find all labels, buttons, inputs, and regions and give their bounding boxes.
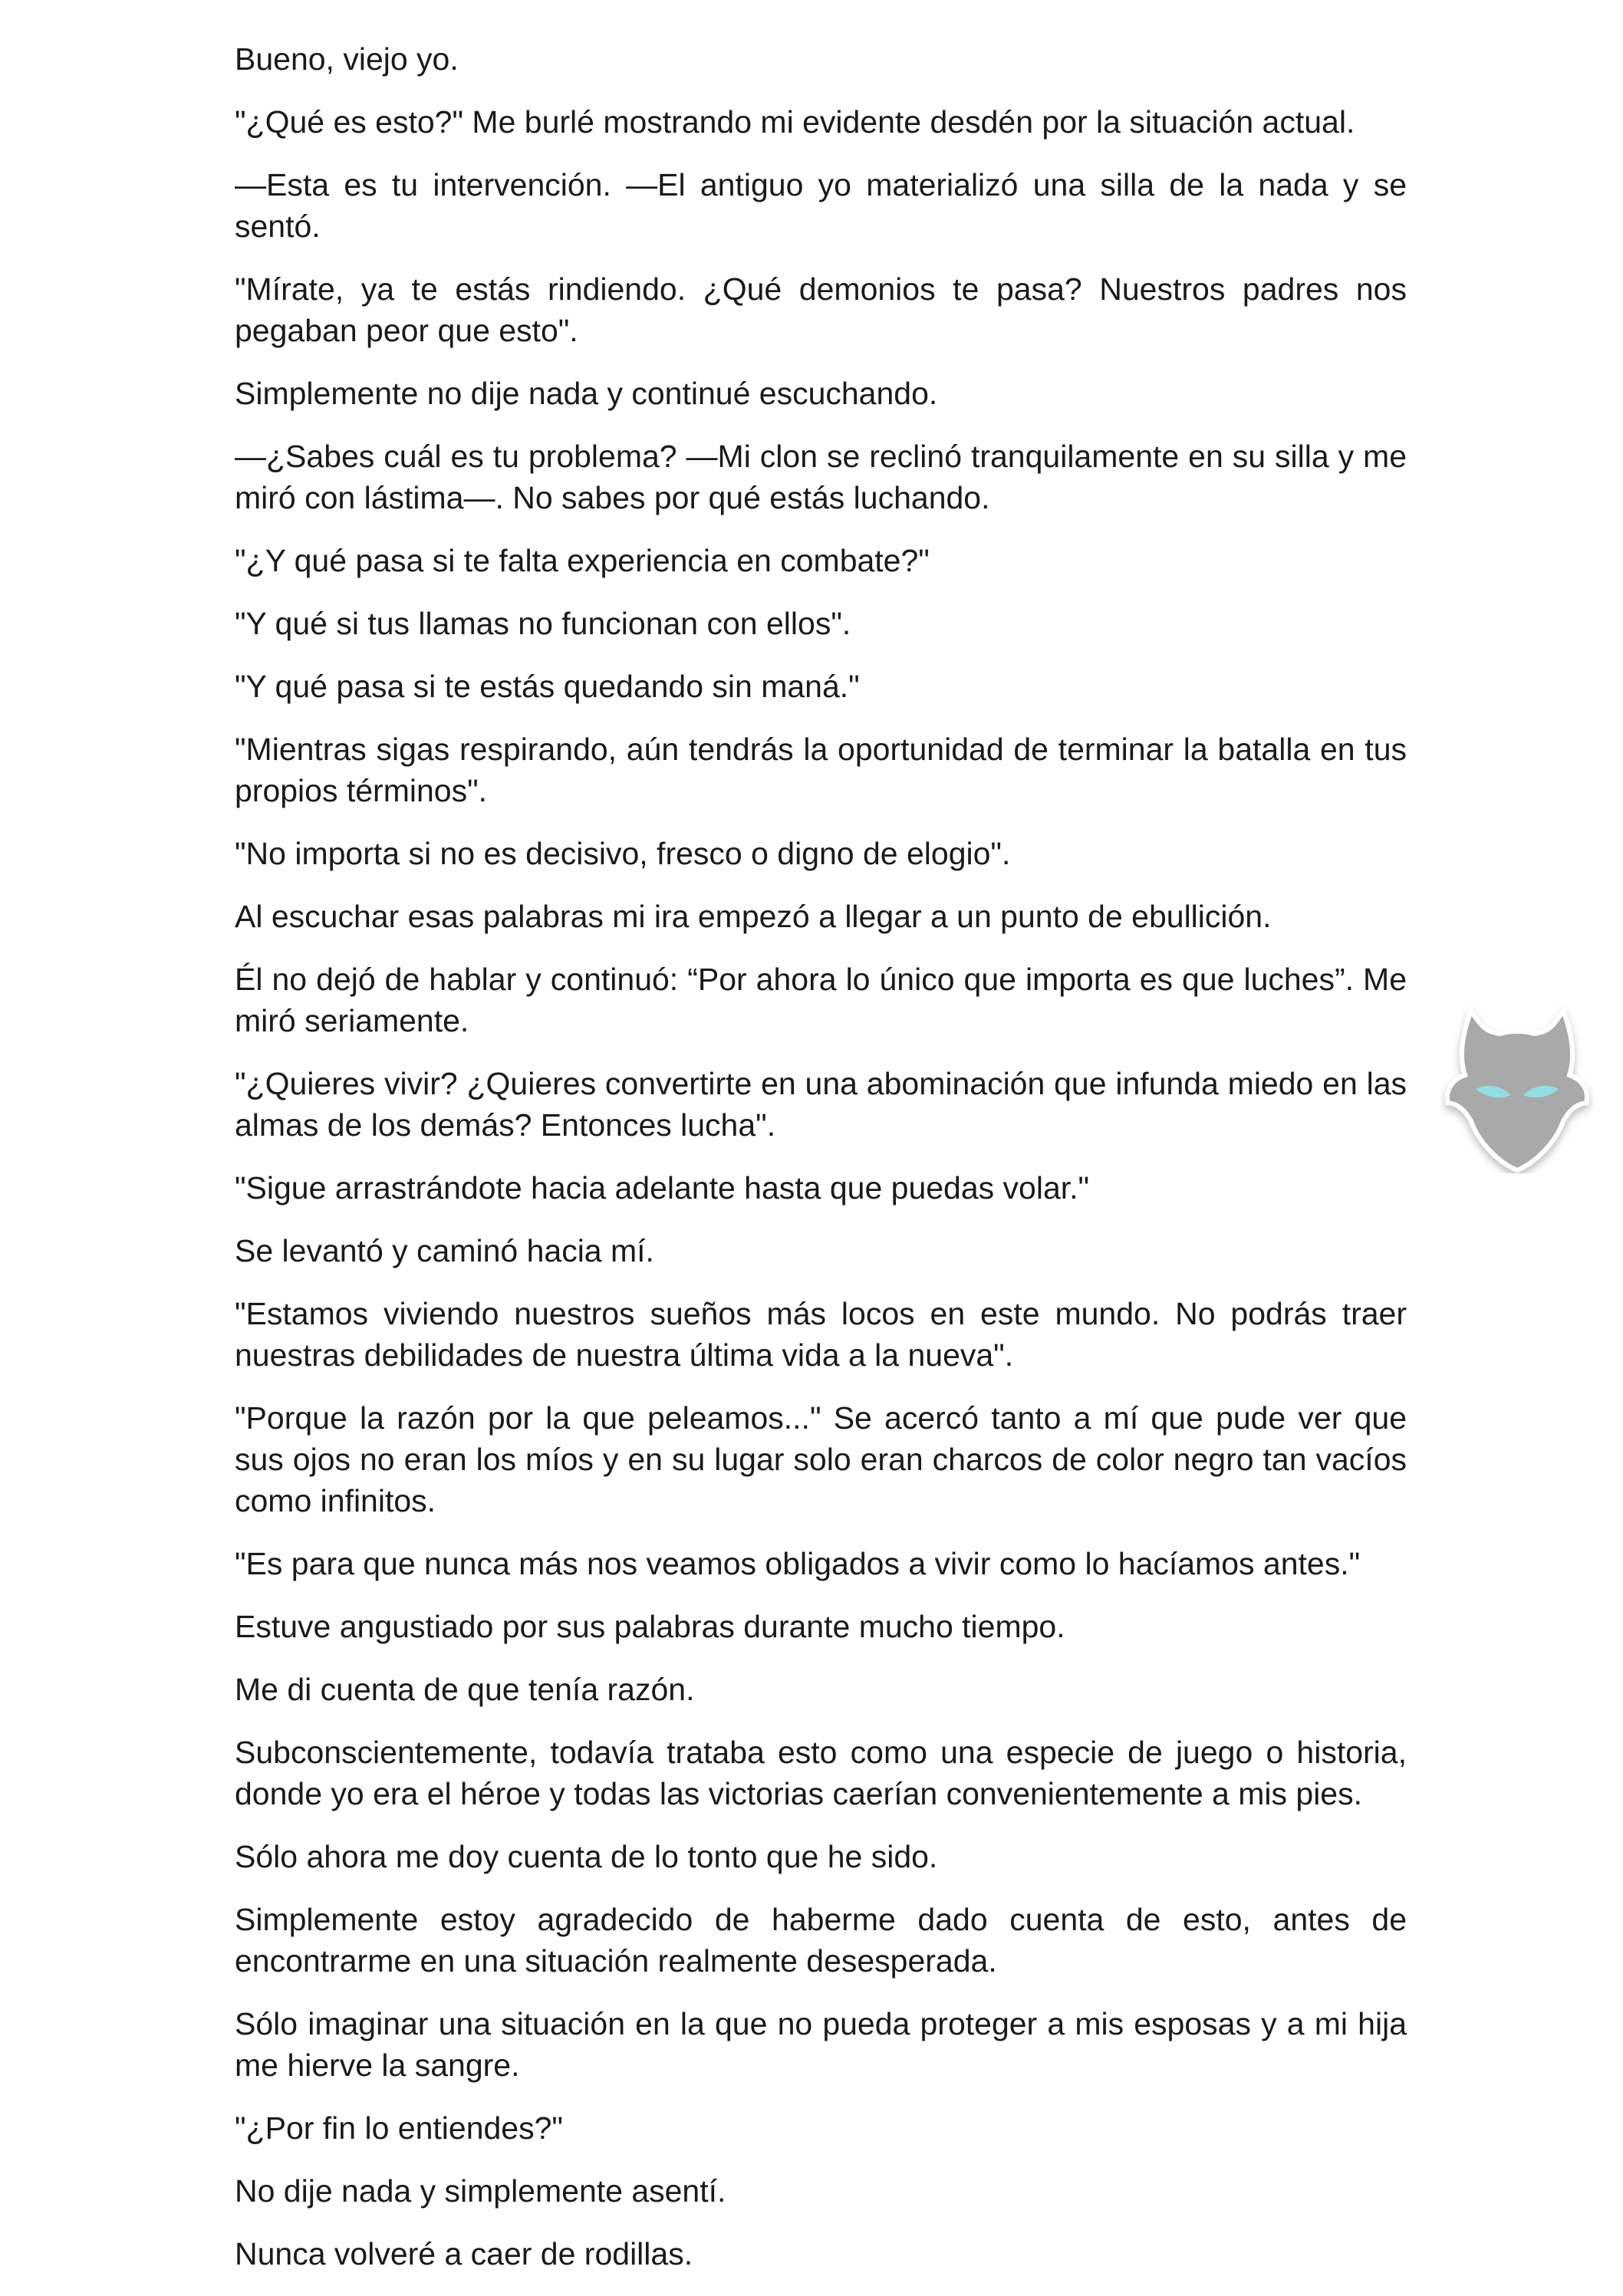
paragraph-3: —Esta es tu intervención. —El antiguo yo materializó una silla de la nada y se sentó. (235, 167, 1407, 244)
paragraph-17: "Estamos viviendo nuestros sueños más locos en este mundo. No podrás traer nuestras debilidades de nuestra última vida a la nueva". (235, 1296, 1407, 1373)
paragraph-27: No dije nada y simplemente asentí. (235, 2173, 726, 2209)
paragraph-13: Él no dejó de hablar y continuó: “Por ahora lo único que importa es que luches”. Me miró seriamente. (235, 962, 1407, 1038)
paragraph-15: "Sigue arrastrándote hacia adelante hasta que puedas volar." (235, 1170, 1090, 1206)
paragraph-4: "Mírate, ya te estás rindiendo. ¿Qué demonios te pasa? Nuestros padres nos pegaban peor que esto". (235, 271, 1407, 348)
paragraph-22: Subconscientemente, todavía trataba esto como una especie de juego o historia, donde yo era el héroe y todas las victorias caerían convenientemente a mis pies. (235, 1735, 1407, 1811)
paragraph-19: "Es para que nunca más nos veamos obligados a vivir como lo hacíamos antes." (235, 1546, 1361, 1581)
paragraph-23: Sólo ahora me doy cuenta de lo tonto que he sido. (235, 1839, 938, 1874)
paragraph-12: Al escuchar esas palabras mi ira empezó a llegar a un punto de ebullición. (235, 899, 1272, 934)
paragraph-8: "Y qué si tus llamas no funcionan con ellos". (235, 606, 851, 641)
paragraph-16: Se levantó y caminó hacia mí. (235, 1233, 654, 1268)
paragraph-1: Bueno, viejo yo. (235, 41, 459, 77)
paragraph-2: "¿Qué es esto?" Me burlé mostrando mi evidente desdén por la situación actual. (235, 104, 1355, 140)
paragraph-25: Sólo imaginar una situación en la que no pueda proteger a mis esposas y a mi hija me hierve la sangre. (235, 2006, 1407, 2083)
paragraph-26: "¿Por fin lo entiendes?" (235, 2110, 563, 2146)
demon-head-icon (1440, 995, 1594, 1173)
paragraph-10: "Mientras sigas respirando, aún tendrás la oportunidad de terminar la batalla en tus propios términos". (235, 732, 1407, 808)
paragraph-21: Me di cuenta de que tenía razón. (235, 1672, 695, 1707)
paragraph-11: "No importa si no es decisivo, fresco o digno de elogio". (235, 836, 1011, 871)
paragraph-5: Simplemente no dije nada y continué escuchando. (235, 376, 938, 411)
paragraph-6: —¿Sabes cuál es tu problema? —Mi clon se reclinó tranquilamente en su silla y me miró con lástima—. No sabes por qué estás luchando. (235, 439, 1407, 515)
paragraph-20: Estuve angustiado por sus palabras durante mucho tiempo. (235, 1609, 1065, 1644)
paragraph-14: "¿Quieres vivir? ¿Quieres convertirte en una abominación que infunda miedo en las almas de los demás? Entonces lucha". (235, 1066, 1407, 1143)
paragraph-7: "¿Y qué pasa si te falta experiencia en combate?" (235, 543, 930, 578)
paragraph-9: "Y qué pasa si te estás quedando sin maná." (235, 669, 860, 704)
paragraph-18: "Porque la razón por la que peleamos..." Se acercó tanto a mí que pude ver que sus ojos no eran los míos y en su lugar solo eran charcos de color negro tan vacíos como infinitos. (235, 1400, 1407, 1518)
paragraph-24: Simplemente estoy agradecido de haberme dado cuenta de esto, antes de encontrarme en una situación realmente desesperada. (235, 1902, 1407, 1979)
document-body (235, 38, 1407, 2296)
paragraph-28: Nunca volveré a caer de rodillas. (235, 2236, 693, 2271)
